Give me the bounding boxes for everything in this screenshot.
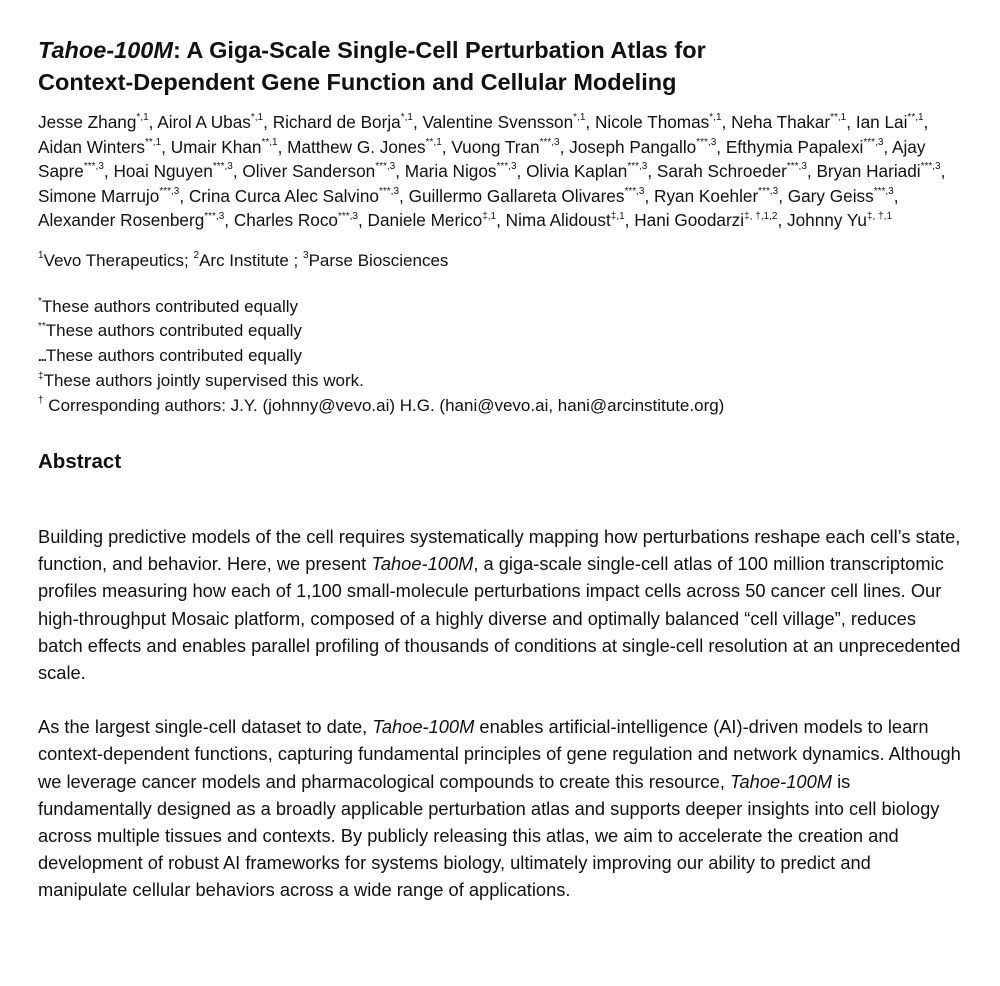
author [234,210,358,230]
author-name: Oliver Sanderson [242,161,376,182]
author-affiliation-mark: ***,3 [159,186,180,198]
author-affiliation-mark: ‡,1 [610,210,625,222]
affiliation-name: Arc Institute ; [199,250,304,270]
author [569,137,716,157]
note-mark: ** [38,320,46,332]
author [38,137,161,157]
affiliation-mark: 3 [303,250,309,262]
note-text: These authors contributed equally [41,296,299,316]
author-name: Olivia Kaplan [526,161,628,182]
author [242,161,395,181]
author-name: Ajay Sapre [38,136,926,182]
note-equal-contribution-2 [38,319,963,343]
author-name: Umair Khan [170,136,262,157]
author [368,210,497,230]
affiliation-name: Vevo Therapeutics; [43,250,194,270]
author-name: Nima Alidoust [505,210,611,231]
text-run: enables artificial-intelligence (AI)-driven models to learn context-dependent functions, capturing fundamental principles of gene regulation and network dynamics. Although we leverage cancer models and pharmacological compounds to create this resource, [38,716,961,792]
author [409,186,645,206]
author [451,137,559,157]
author [113,161,232,181]
author-name: Simone Marrujo [38,185,160,206]
author [856,112,924,132]
affiliation-mark: 2 [193,250,200,262]
author-name: Airol A Ubas [157,112,251,132]
note-mark: † [38,394,44,406]
author-name: Hoai Nguyen [113,161,213,182]
author-name: Crina Curca Alec Salvino [188,185,379,206]
author-name: Ian Lai [855,112,908,132]
author-affiliation-mark: *,1 [250,112,264,124]
author-name: Bryan Hariadi [816,161,921,182]
affiliation-name: Parse Biosciences [308,250,449,270]
abstract-paragraph-1 [38,523,963,686]
author-name: Daniele Merico [367,210,483,231]
dataset-name: Tahoe-100M [371,553,474,575]
author-affiliation-mark: ***,3 [379,186,400,198]
author [38,186,179,206]
author-affiliation-mark: **,1 [830,112,847,124]
author-affiliation-mark: ***,3 [496,161,517,173]
author-name: Efthymia Papalexi [725,136,864,157]
author [788,186,894,206]
author-name: Nicole Thomas [594,112,710,132]
author-affiliation-mark: ‡, †,1,2 [744,210,778,222]
author-affiliation-mark: **,1 [425,136,442,148]
note-equal-contribution-3 [38,344,963,369]
author-name: Neha Thakar [731,112,831,132]
author-affiliation-mark: ***,3 [212,161,233,173]
note-text: These authors jointly supervised this work. [43,371,364,391]
author-list: Jesse Zhang$^{*,1}$, Airol A Ubas$^{*,1}$, Richard de Borja$^{*,1}$, Valentine Svensson$^{*,1}$, Nicole Thomas$^{*,1}$, Neha Thakar$^{**,1}$, Ian Lai$^{**,1}$, Aidan Winters$^{**,1}$, Umair Khan$^{**,1}$, Matthew G. Jones$^{**,1}$, Vuong Tran$^{***,3}$, Joseph Pangallo$^{***,3}$, Efthymia Papalexi$^{***,3}$, Ajay Sapre$^{***,3}$, Hoai Nguyen$^{***,3}$, Oliver Sanderson$^{***,3}$, Maria Nigos$^{***,3}$, Olivia Kaplan$^{***,3}$, Sarah Schroeder$^{***,3}$, Bryan Hariadi$^{***,3}$, Simone Marrujo$^{***,3}$, Crina Curca Alec Salvino$^{***,3}$, Guillermo Gallareta Olivares$^{***,3}$, Ryan Koehler$^{***,3}$, Gary Geiss$^{***,3}$, Alexander Rosenberg$^{***,3}$, Charles Roco$^{***,3}$, Daniele Merico$^{\ddagger,1}$, Nima Alidoust$^{\ddagger,1}$, Hani Goodarzi$^{\ddagger, \dagger,1,2}$, Johnny $Yu^{\ddagger, \dagger,1}$ [38,112,946,231]
note-mark: * [38,296,42,308]
author-name: Maria Nigos [404,161,497,182]
author-affiliation-mark: ***,3 [539,136,560,148]
abstract-paragraph-2 [38,713,963,903]
abstract-heading: Abstract [38,450,122,473]
author [595,112,722,132]
author [287,137,442,157]
author-affiliation-mark: *,1 [400,112,413,124]
author-name: Hani Goodarzi [634,210,745,231]
author-affiliation-mark: *,1 [573,112,586,124]
note-text: These authors contributed equally [45,345,302,365]
author [273,112,413,132]
paper-title [38,34,963,98]
author-affiliation-mark: ***,3 [204,210,225,222]
author-affiliation-mark: ***,3 [786,161,807,173]
author-affiliation-mark: ***,3 [627,161,648,173]
author [171,137,278,157]
author [405,161,517,181]
author-affiliation-mark: ‡, †,1 [866,210,893,222]
text-run: is fundamentally designed as a broadly applicable perturbation atlas and supports deeper insights into cell biology across multiple tissues and contexts. By publicly releasing this atlas, we aim to accelerate the creation and development of robust AI frameworks for systems biology, ultimately improving our ability to predict and manipulate cellular behaviors across a wide range of applications. [38,770,940,901]
title-line1-rest: : A Giga-Scale Single-Cell Perturbation Atlas for [172,37,706,63]
note-mark: ... [38,348,46,364]
dataset-name: Tahoe-100M [730,770,832,792]
author-name: Valentine Svensson [422,112,574,132]
author-name: Matthew G. Jones [287,136,426,157]
paper-page [38,34,963,904]
author-affiliation-mark: ***,3 [375,161,396,173]
note-mark: ‡ [38,370,44,382]
author [38,112,149,132]
author [726,137,884,157]
author-name: Ryan Koehler [654,185,759,206]
author [157,112,263,132]
text-run: , a giga-scale single-cell atlas of 100 million transcriptomic profiles measuring how each of 1,100 small-molecule perturbations impact cells across 50 cancer cell lines. Our high-throughput Mosaic platform, composed of a highly diverse and optimally balanced “cell village”, reduces batch effects and enables parallel profiling of thousands of conditions at single-cell resolution at an unprecedented scale. [38,553,961,684]
author-affiliation-mark: ***,3 [337,210,358,222]
author-affiliation-mark: *,1 [709,112,722,124]
note-equal-contribution-1 [38,295,963,319]
author [634,210,777,230]
author-name: Richard de Borja [272,112,401,132]
title-dataset-name: Tahoe-100M [38,37,173,63]
author-name: Guillermo Gallareta Olivares [408,185,625,206]
author [189,186,399,206]
author-affiliation-mark: ***,3 [873,186,894,198]
title-line2: Context-Dependent Gene Function and Cellular Modeling [38,69,677,95]
affiliation-mark: 1 [38,250,44,262]
author [816,161,940,181]
author-affiliation-mark: ***,3 [863,136,884,148]
author [731,112,846,132]
author [787,210,892,230]
text-run: As the largest single-cell dataset to date, [38,716,373,738]
contribution-notes [38,295,963,418]
author [38,210,224,230]
author [423,112,586,132]
author-affiliation-mark: *,1 [136,112,149,124]
author-name: Sarah Schroeder [656,161,787,182]
author-affiliation-mark: ***,3 [83,161,104,173]
author [657,161,807,181]
note-text: Corresponding authors: J.Y. (johnny@vevo.ai) H.G. (hani@vevo.ai, hani@arcinstitute.org) [43,395,725,415]
author-affiliation-mark: **,1 [261,136,278,148]
author-affiliation-mark: ‡,1 [482,210,497,222]
author-affiliation-mark: ***,3 [920,161,941,173]
author-affiliation-mark: ***,3 [696,136,717,148]
author [526,161,647,181]
author [506,210,625,230]
dataset-name: Tahoe-100M [372,716,475,738]
author [654,186,778,206]
author-affiliation-mark: ***,3 [624,186,645,198]
author-name: Jesse Zhang [38,112,137,132]
note-joint-supervision [38,369,963,393]
author-name: Aidan Winters [38,136,145,157]
affiliations [38,249,963,273]
author-name: Charles Roco [233,210,338,231]
note-text: These authors contributed equally [45,321,302,341]
author-affiliation-mark: ***,3 [758,186,779,198]
note-corresponding-authors [38,394,963,418]
author-name: Alexander Rosenberg [38,210,205,231]
author-affiliation-mark: **,1 [907,112,924,124]
text-run: Building predictive models of the cell requires systematically mapping how perturbations reshape each cell’s state, function, and behavior. Here, we present [38,526,961,575]
author-name: Vuong Tran [451,136,540,157]
author-name: Joseph Pangallo [569,136,697,157]
author-affiliation-mark: **,1 [145,136,162,148]
author-name: Gary Geiss [787,185,874,206]
author-name: Johnny Yu [787,210,867,231]
